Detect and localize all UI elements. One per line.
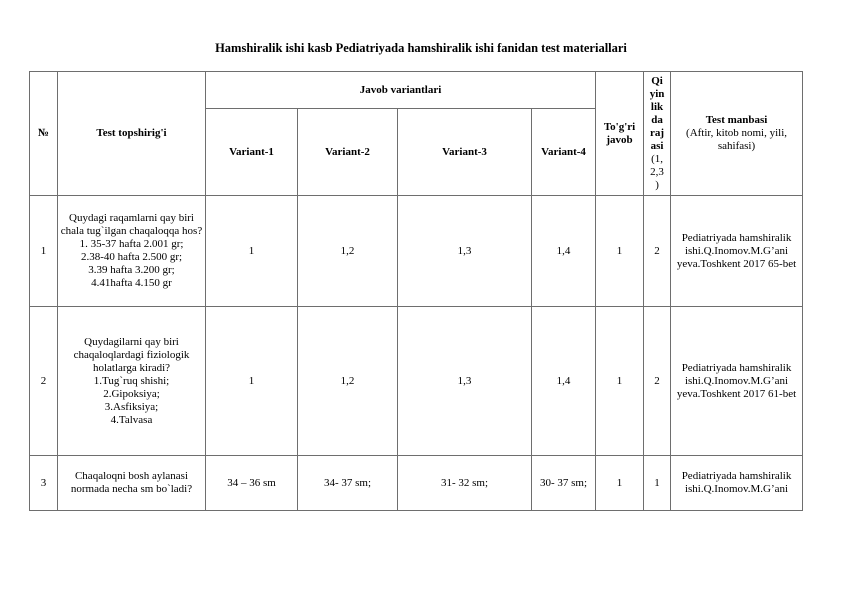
variant-3-cell: 1,3 [398, 307, 532, 456]
variant-2-cell: 34- 37 sm; [298, 456, 398, 511]
header-variant-4: Variant-4 [532, 109, 596, 196]
variant-2-cell: 1,2 [298, 196, 398, 307]
test-materials-table [29, 71, 803, 511]
source-label: Test manbasi [705, 114, 768, 126]
difficulty-cell: 2 [644, 196, 671, 307]
variant-2-cell: 1,2 [298, 307, 398, 456]
correct-answer-cell: 1 [596, 307, 644, 456]
header-number: № [30, 72, 58, 196]
variant-3-cell: 1,3 [398, 196, 532, 307]
row-number: 1 [30, 196, 58, 307]
row-number: 2 [30, 307, 58, 456]
source-note: (Aftir, kitob nomi, yili, sahifasi) [686, 127, 788, 152]
document-title: Hamshiralik ishi kasb Pediatriyada hamshiralik ishi fanidan test materiallari [215, 41, 627, 55]
source-cell: Pediatriyada hamshiralik ishi.Q.Inomov.M.G’ani [671, 456, 803, 511]
difficulty-cell: 1 [644, 456, 671, 511]
correct-answer-cell: 1 [596, 196, 644, 307]
variant-3-cell: 31- 32 sm; [398, 456, 532, 511]
variant-4-cell: 1,4 [532, 307, 596, 456]
table-row [30, 196, 803, 307]
difficulty-label: Qi yin lik da raj asi [649, 75, 665, 152]
header-source [671, 72, 803, 196]
variant-1-cell: 1 [206, 307, 298, 456]
task-text: Quydagi raqamlarni qay biri chala tug`ilgan chaqaloqqa hos? 1. 35-37 hafta 2.001 gr; 2.38-40 hafta 2.500 gr; 3.39 hafta 3.200 gr; 4.41hafta 4.150 gr [58, 196, 206, 307]
header-variant-2: Variant-2 [298, 109, 398, 196]
table-row [30, 456, 803, 511]
header-correct-answer: To'g'ri javob [596, 72, 644, 196]
header-difficulty [644, 72, 671, 196]
task-text: Chaqaloqni bosh aylanasi normada necha sm bo`ladi? [58, 456, 206, 511]
source-cell: Pediatriyada hamshiralik ishi.Q.Inomov.M.G’ani yeva.Toshkent 2017 65-bet [671, 196, 803, 307]
source-cell: Pediatriyada hamshiralik ishi.Q.Inomov.M.G’ani yeva.Toshkent 2017 61-bet [671, 307, 803, 456]
correct-answer-cell: 1 [596, 456, 644, 511]
header-answer-variants: Javob variantlari [206, 72, 596, 109]
variant-1-cell: 1 [206, 196, 298, 307]
task-text: Quydagilarni qay biri chaqaloqlardagi fiziologik holatlarga kiradi? 1.Tug`ruq shishi; 2.Gipoksiya; 3.Asfiksiya; 4.Talvasa [58, 307, 206, 456]
variant-1-cell: 34 – 36 sm [206, 456, 298, 511]
variant-4-cell: 30- 37 sm; [532, 456, 596, 511]
difficulty-scale: (1, 2,3 ) [650, 153, 664, 191]
header-task: Test topshirig'i [58, 72, 206, 196]
row-number: 3 [30, 456, 58, 511]
table-row [30, 307, 803, 456]
header-variant-3: Variant-3 [398, 109, 532, 196]
variant-4-cell: 1,4 [532, 196, 596, 307]
difficulty-cell: 2 [644, 307, 671, 456]
header-variant-1: Variant-1 [206, 109, 298, 196]
